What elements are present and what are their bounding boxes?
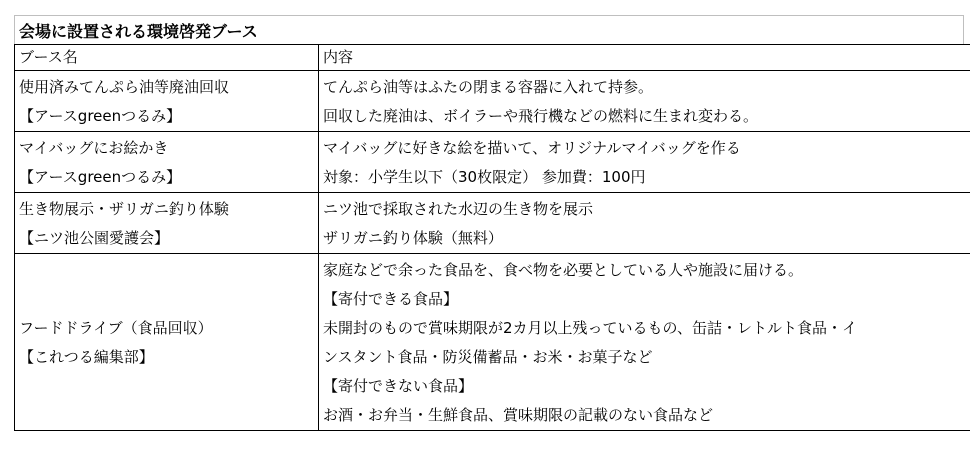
booth-name-cell [15, 193, 319, 254]
content-line: お酒・お弁当・生鮮食品、賞味期限の記載のない食品など [323, 406, 714, 424]
content-line: てんぷら油等はふたの閉まる容器に入れて持参。 [323, 78, 654, 96]
booth-name-line: マイバッグにお絵かき [19, 139, 169, 157]
content-line: ンスタント食品・防災備蓄品・お米・お菓子など [323, 348, 653, 366]
booth-content-cell [319, 71, 970, 132]
table-row [15, 193, 970, 254]
content-line: ニツ池で採取された水辺の生き物を展示 [323, 200, 594, 218]
sheet-title: 会場に設置される環境啓発ブース [14, 15, 964, 44]
booth-table-sheet [14, 15, 964, 431]
booth-name-cell [15, 71, 319, 132]
content-line: 回収した廃油は、ボイラーや飛行機などの燃料に生まれ変わる。 [323, 107, 759, 125]
table-row [15, 254, 970, 431]
content-line: 対象：小学生以下（30枚限定） 参加費：100円 [323, 168, 646, 186]
booth-table [14, 44, 970, 431]
booth-content-cell [319, 132, 970, 193]
booth-name-line: 使用済みてんぷら油等廃油回収 [19, 78, 230, 96]
booth-content-cell [319, 193, 970, 254]
booth-organizer-line: 【アースgreenつるみ】 [19, 168, 182, 186]
booth-content-cell [319, 254, 970, 431]
table-row [15, 71, 970, 132]
content-line: マイバッグに好きな絵を描いて、オリジナルマイバッグを作る [323, 139, 741, 157]
header-row [15, 45, 970, 71]
booth-organizer-line: 【ニツ池公園愛護会】 [19, 229, 170, 247]
content-line: ザリガニ釣り体験（無料） [323, 229, 503, 247]
booth-organizer-line: 【これつる編集部】 [19, 348, 154, 366]
booth-name-cell [15, 254, 319, 431]
content-line: 【寄付できる食品】 [323, 290, 459, 308]
header-content: 内容 [319, 45, 970, 71]
table-row [15, 132, 970, 193]
booth-name-cell [15, 132, 319, 193]
booth-organizer-line: 【アースgreenつるみ】 [19, 107, 182, 125]
content-line: 未開封のもので賞味期限が2カ月以上残っているもの、缶詰・レトルト食品・イ [323, 319, 857, 337]
booth-name-line: 生き物展示・ザリガニ釣り体験 [19, 200, 229, 218]
booth-name-line: フードドライブ（食品回収） [19, 319, 213, 337]
content-line: 【寄付できない食品】 [323, 377, 474, 395]
content-line: 家庭などで余った食品を、食べ物を必要としている人や施設に届ける。 [323, 261, 804, 279]
header-booth-name: ブース名 [15, 45, 319, 71]
